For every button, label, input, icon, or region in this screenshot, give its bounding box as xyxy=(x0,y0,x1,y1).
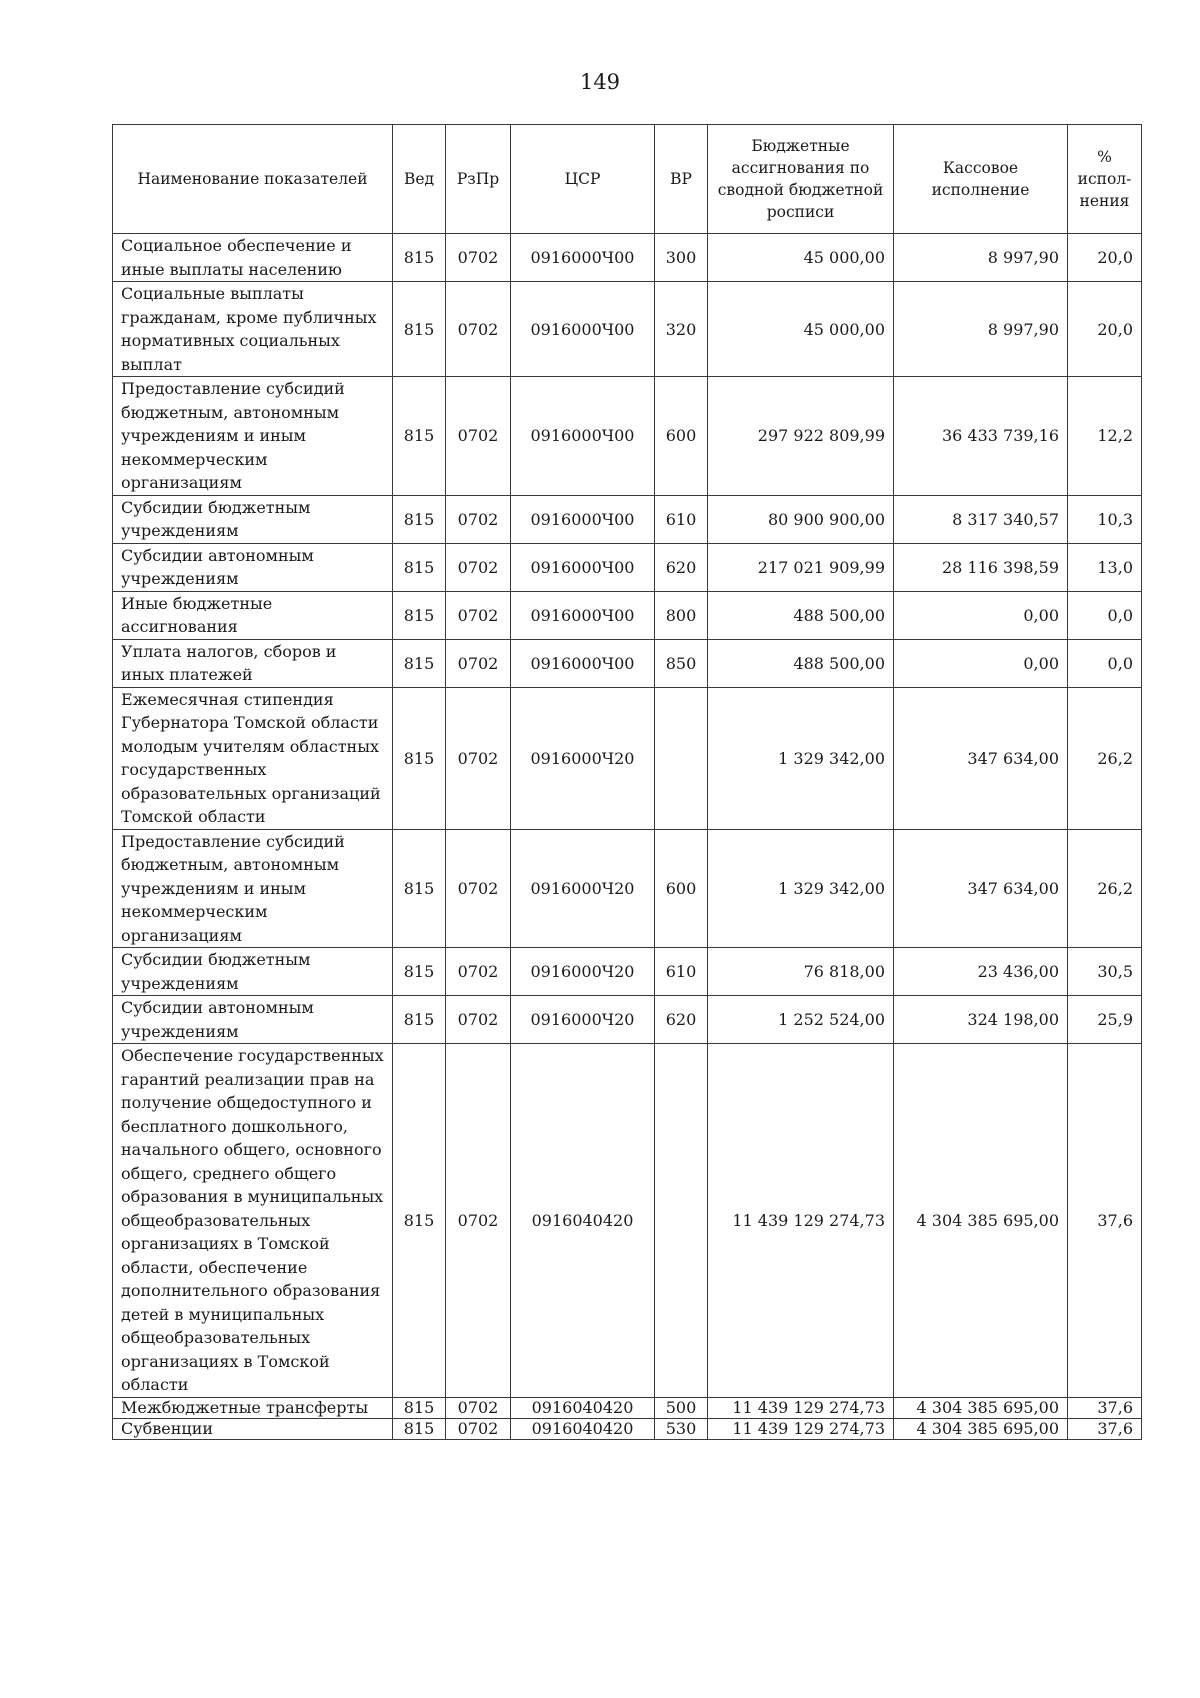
cell-csr: 0916000Ч00 xyxy=(511,591,655,639)
cell-name: Уплата налогов, сборов и иных платежей xyxy=(113,639,393,687)
cell-ved: 815 xyxy=(393,543,446,591)
cell-name: Обеспечение государственных гарантий реализации прав на получение общедоступного и бесплатного дошкольного, начального общего, основного общего, среднего общего образования в муниципальных общеобразовательных организациях в Томской области, обеспечение дополнительного образования детей в муниципальных общеобразовательных организациях в Томской области xyxy=(113,1044,393,1398)
cell-name: Межбюджетные трансферты xyxy=(113,1397,393,1418)
cell-cash: 4 304 385 695,00 xyxy=(894,1418,1068,1439)
cell-csr: 0916000Ч00 xyxy=(511,377,655,496)
cell-name: Субсидии автономным учреждениям xyxy=(113,996,393,1044)
cell-rzpr: 0702 xyxy=(446,948,511,996)
cell-csr: 0916000Ч20 xyxy=(511,996,655,1044)
cell-cash: 8 997,90 xyxy=(894,282,1068,377)
cell-ved: 815 xyxy=(393,495,446,543)
cell-csr: 0916000Ч20 xyxy=(511,687,655,829)
table-row xyxy=(113,1418,1142,1439)
cell-vr xyxy=(655,687,708,829)
cell-vr: 300 xyxy=(655,234,708,282)
cell-budget: 488 500,00 xyxy=(708,591,894,639)
cell-cash: 4 304 385 695,00 xyxy=(894,1397,1068,1418)
table-row xyxy=(113,282,1142,377)
cell-cash: 36 433 739,16 xyxy=(894,377,1068,496)
cell-csr: 0916000Ч00 xyxy=(511,495,655,543)
table-row xyxy=(113,687,1142,829)
cell-name: Социальное обеспечение и иные выплаты населению xyxy=(113,234,393,282)
cell-vr: 620 xyxy=(655,996,708,1044)
cell-percent: 25,9 xyxy=(1068,996,1142,1044)
cell-rzpr: 0702 xyxy=(446,495,511,543)
header-vr: ВР xyxy=(655,125,708,234)
cell-vr: 610 xyxy=(655,495,708,543)
cell-ved: 815 xyxy=(393,234,446,282)
cell-ved: 815 xyxy=(393,1418,446,1439)
cell-csr: 0916000Ч00 xyxy=(511,639,655,687)
cell-budget: 76 818,00 xyxy=(708,948,894,996)
header-percent: % испол-нения xyxy=(1068,125,1142,234)
cell-cash: 8 317 340,57 xyxy=(894,495,1068,543)
table-row xyxy=(113,234,1142,282)
cell-ved: 815 xyxy=(393,639,446,687)
cell-csr: 0916040420 xyxy=(511,1418,655,1439)
cell-rzpr: 0702 xyxy=(446,591,511,639)
cell-csr: 0916000Ч20 xyxy=(511,948,655,996)
cell-percent: 37,6 xyxy=(1068,1397,1142,1418)
header-cash: Кассовое исполнение xyxy=(894,125,1068,234)
cell-percent: 20,0 xyxy=(1068,234,1142,282)
cell-cash: 4 304 385 695,00 xyxy=(894,1044,1068,1398)
cell-cash: 0,00 xyxy=(894,639,1068,687)
cell-rzpr: 0702 xyxy=(446,639,511,687)
cell-budget: 11 439 129 274,73 xyxy=(708,1418,894,1439)
cell-vr: 850 xyxy=(655,639,708,687)
cell-vr: 600 xyxy=(655,829,708,948)
cell-budget: 80 900 900,00 xyxy=(708,495,894,543)
cell-percent: 0,0 xyxy=(1068,639,1142,687)
cell-percent: 12,2 xyxy=(1068,377,1142,496)
cell-name: Субсидии бюджетным учреждениям xyxy=(113,495,393,543)
cell-budget: 11 439 129 274,73 xyxy=(708,1397,894,1418)
cell-vr: 800 xyxy=(655,591,708,639)
table-header-row xyxy=(113,125,1142,234)
cell-budget: 1 329 342,00 xyxy=(708,687,894,829)
cell-name: Социальные выплаты гражданам, кроме публичных нормативных социальных выплат xyxy=(113,282,393,377)
cell-percent: 26,2 xyxy=(1068,829,1142,948)
cell-cash: 23 436,00 xyxy=(894,948,1068,996)
cell-name: Субсидии бюджетным учреждениям xyxy=(113,948,393,996)
cell-ved: 815 xyxy=(393,1397,446,1418)
cell-vr xyxy=(655,1044,708,1398)
cell-cash: 0,00 xyxy=(894,591,1068,639)
cell-percent: 0,0 xyxy=(1068,591,1142,639)
cell-percent: 10,3 xyxy=(1068,495,1142,543)
cell-rzpr: 0702 xyxy=(446,282,511,377)
header-budget: Бюджетные ассигнования по сводной бюджетной росписи xyxy=(708,125,894,234)
cell-budget: 11 439 129 274,73 xyxy=(708,1044,894,1398)
table-row xyxy=(113,948,1142,996)
cell-name: Предоставление субсидий бюджетным, автономным учреждениям и иным некоммерческим организациям xyxy=(113,377,393,496)
cell-budget: 217 021 909,99 xyxy=(708,543,894,591)
cell-percent: 37,6 xyxy=(1068,1044,1142,1398)
cell-ved: 815 xyxy=(393,591,446,639)
table-row xyxy=(113,495,1142,543)
cell-rzpr: 0702 xyxy=(446,543,511,591)
table-row xyxy=(113,543,1142,591)
cell-vr: 620 xyxy=(655,543,708,591)
table-row xyxy=(113,996,1142,1044)
cell-csr: 0916040420 xyxy=(511,1397,655,1418)
cell-csr: 0916000Ч20 xyxy=(511,829,655,948)
header-rzpr: РзПр xyxy=(446,125,511,234)
table-row xyxy=(113,377,1142,496)
cell-csr: 0916040420 xyxy=(511,1044,655,1398)
header-ved: Вед xyxy=(393,125,446,234)
cell-csr: 0916000Ч00 xyxy=(511,543,655,591)
cell-budget: 297 922 809,99 xyxy=(708,377,894,496)
cell-ved: 815 xyxy=(393,829,446,948)
table-row xyxy=(113,829,1142,948)
cell-rzpr: 0702 xyxy=(446,1397,511,1418)
cell-cash: 347 634,00 xyxy=(894,687,1068,829)
cell-vr: 600 xyxy=(655,377,708,496)
cell-cash: 324 198,00 xyxy=(894,996,1068,1044)
cell-name: Субсидии автономным учреждениям xyxy=(113,543,393,591)
cell-budget: 1 252 524,00 xyxy=(708,996,894,1044)
cell-csr: 0916000Ч00 xyxy=(511,282,655,377)
cell-budget: 45 000,00 xyxy=(708,282,894,377)
cell-name: Ежемесячная стипендия Губернатора Томской области молодым учителям областных государственных образовательных организаций Томской области xyxy=(113,687,393,829)
cell-budget: 1 329 342,00 xyxy=(708,829,894,948)
cell-rzpr: 0702 xyxy=(446,1418,511,1439)
table-row xyxy=(113,1044,1142,1398)
cell-ved: 815 xyxy=(393,687,446,829)
cell-ved: 815 xyxy=(393,996,446,1044)
cell-percent: 20,0 xyxy=(1068,282,1142,377)
cell-name: Субвенции xyxy=(113,1418,393,1439)
cell-budget: 45 000,00 xyxy=(708,234,894,282)
budget-execution-table xyxy=(112,124,1142,1440)
cell-ved: 815 xyxy=(393,1044,446,1398)
cell-cash: 347 634,00 xyxy=(894,829,1068,948)
cell-name: Иные бюджетные ассигнования xyxy=(113,591,393,639)
cell-percent: 26,2 xyxy=(1068,687,1142,829)
table-row xyxy=(113,1397,1142,1418)
header-csr: ЦСР xyxy=(511,125,655,234)
cell-rzpr: 0702 xyxy=(446,377,511,496)
cell-percent: 37,6 xyxy=(1068,1418,1142,1439)
cell-rzpr: 0702 xyxy=(446,829,511,948)
cell-vr: 530 xyxy=(655,1418,708,1439)
cell-rzpr: 0702 xyxy=(446,996,511,1044)
cell-ved: 815 xyxy=(393,948,446,996)
cell-percent: 13,0 xyxy=(1068,543,1142,591)
cell-percent: 30,5 xyxy=(1068,948,1142,996)
cell-cash: 8 997,90 xyxy=(894,234,1068,282)
cell-cash: 28 116 398,59 xyxy=(894,543,1068,591)
cell-csr: 0916000Ч00 xyxy=(511,234,655,282)
cell-vr: 320 xyxy=(655,282,708,377)
cell-rzpr: 0702 xyxy=(446,687,511,829)
page-number: 149 xyxy=(579,70,621,94)
cell-name: Предоставление субсидий бюджетным, автономным учреждениям и иным некоммерческим организациям xyxy=(113,829,393,948)
table-row xyxy=(113,591,1142,639)
cell-vr: 610 xyxy=(655,948,708,996)
cell-ved: 815 xyxy=(393,377,446,496)
header-name: Наименование показателей xyxy=(113,125,393,234)
cell-rzpr: 0702 xyxy=(446,1044,511,1398)
cell-rzpr: 0702 xyxy=(446,234,511,282)
cell-budget: 488 500,00 xyxy=(708,639,894,687)
cell-vr: 500 xyxy=(655,1397,708,1418)
cell-ved: 815 xyxy=(393,282,446,377)
table-row xyxy=(113,639,1142,687)
